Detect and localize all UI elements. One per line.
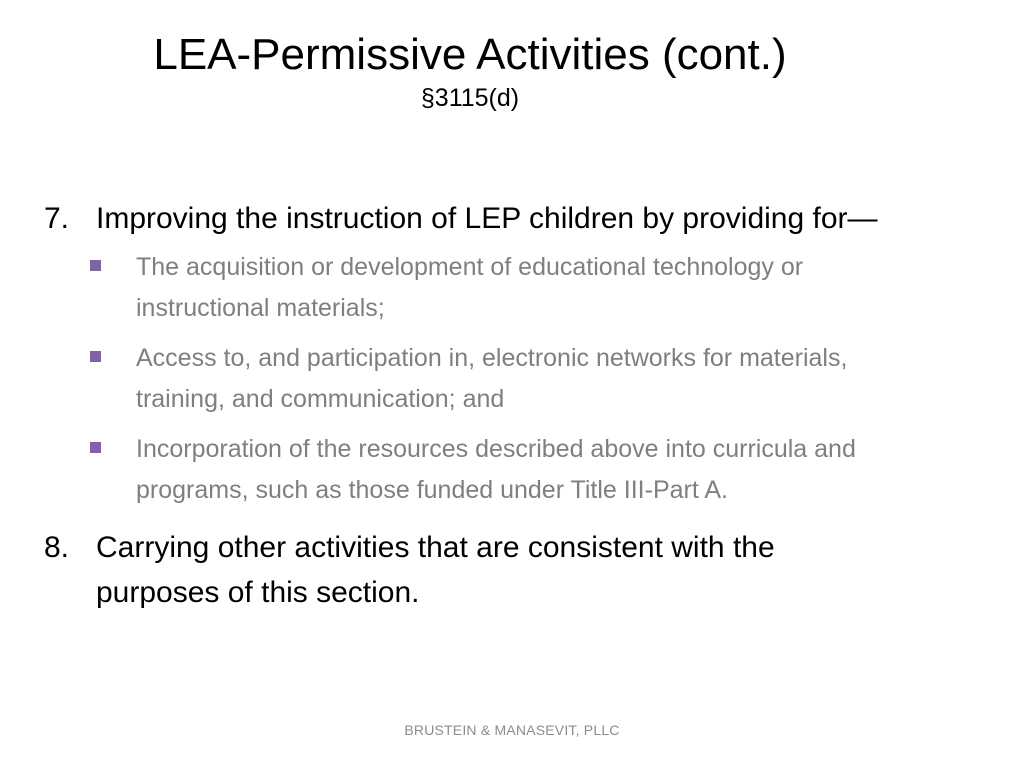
item-number: 8.: [44, 531, 70, 564]
list-item-7: [44, 196, 944, 241]
slide-footer: BRUSTEIN & MANASEVIT, PLLC: [404, 722, 620, 738]
item-text: Carrying other activities that are consistent with the purposes of this section.: [96, 531, 775, 609]
title-block: [0, 28, 940, 114]
item-number: 7.: [44, 202, 70, 235]
sub-bullet-list: [44, 247, 944, 511]
sub-bullet-item: [44, 429, 944, 511]
list-item-8: [44, 525, 944, 615]
slide-subtitle: §3115(d): [420, 84, 520, 112]
sub-bullet-text: Access to, and participation in, electronic networks for materials, training, and communication; and: [136, 344, 848, 413]
square-bullet-icon: [90, 351, 101, 362]
square-bullet-icon: [90, 442, 101, 453]
sub-bullet-item: [44, 338, 944, 420]
slide-content: [44, 196, 944, 615]
item-text: Improving the instruction of LEP children by providing for—: [96, 202, 878, 235]
square-bullet-icon: [90, 260, 101, 271]
sub-bullet-text: The acquisition or development of educational technology or instructional materials;: [136, 253, 804, 322]
sub-bullet-text: Incorporation of the resources described above into curricula and programs, such as those funded under Title III-Part A.: [136, 435, 856, 504]
sub-bullet-item: [44, 247, 944, 329]
slide-title: LEA-Permissive Activities (cont.): [153, 30, 787, 79]
